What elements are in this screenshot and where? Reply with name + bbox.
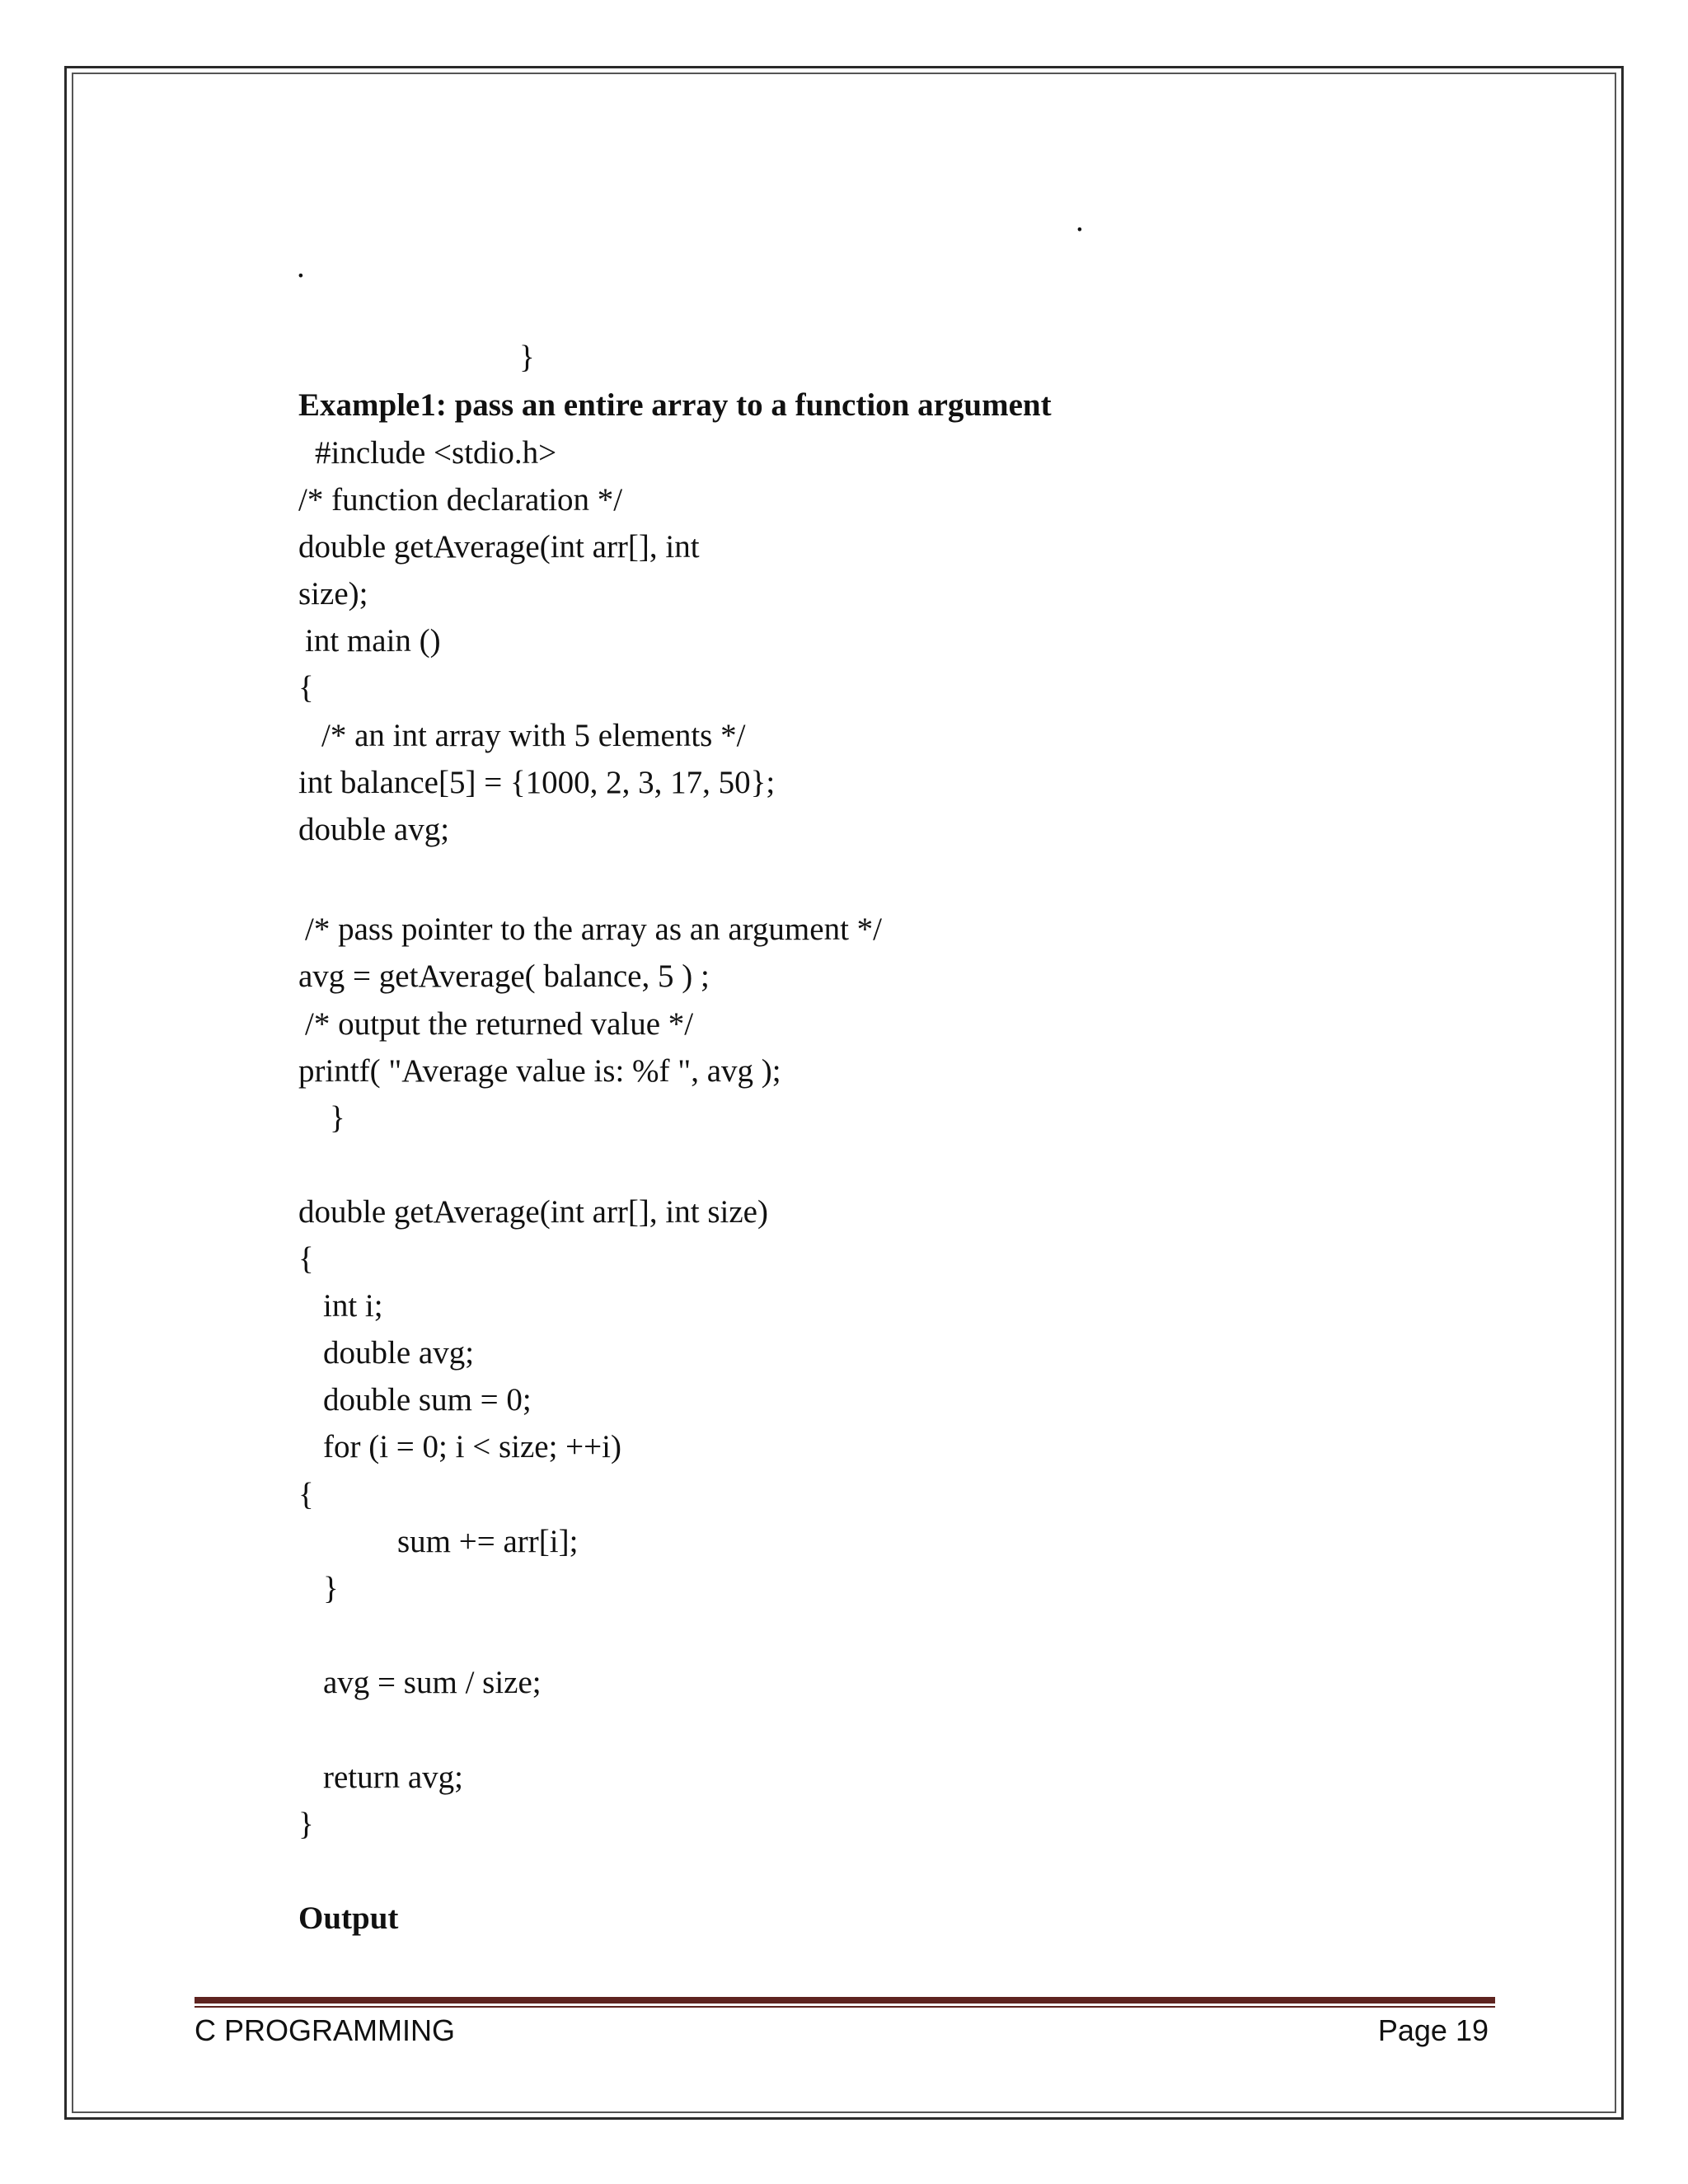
code-line: } bbox=[330, 1100, 345, 1136]
code-line: double getAverage(int arr[], int bbox=[298, 529, 700, 565]
footer-rule bbox=[195, 1997, 1495, 2004]
code-line: avg = getAverage( balance, 5 ) ; bbox=[298, 958, 710, 994]
stray-dot-left: . bbox=[297, 249, 305, 284]
footer-rule-thin bbox=[195, 2006, 1495, 2008]
code-line: { bbox=[298, 1477, 314, 1512]
example-heading: Example1: pass an entire array to a function argument bbox=[298, 387, 1052, 423]
code-line: int main () bbox=[305, 623, 441, 658]
code-line: double avg; bbox=[298, 812, 450, 847]
stray-dot-right: . bbox=[1076, 203, 1084, 238]
code-line: { bbox=[298, 1241, 314, 1277]
code-line: #include <stdio.h> bbox=[315, 435, 557, 471]
code-line: return avg; bbox=[323, 1760, 464, 1795]
page-number: Page 19 bbox=[1377, 2013, 1489, 2047]
code-line: /* an int array with 5 elements */ bbox=[321, 718, 746, 753]
code-line: /* function declaration */ bbox=[298, 482, 623, 518]
code-line: avg = sum / size; bbox=[323, 1665, 542, 1700]
code-line: double getAverage(int arr[], int size) bbox=[298, 1194, 768, 1230]
code-line: int i; bbox=[323, 1288, 383, 1324]
output-heading: Output bbox=[298, 1900, 399, 1936]
code-line: printf( "Average value is: %f ", avg ); bbox=[298, 1053, 781, 1089]
code-line: size); bbox=[298, 576, 368, 612]
code-line: /* output the returned value */ bbox=[305, 1006, 694, 1042]
footer-title: C PROGRAMMING bbox=[195, 2013, 456, 2047]
code-line: double sum = 0; bbox=[323, 1382, 532, 1418]
code-line: } bbox=[323, 1571, 339, 1606]
code-line: int balance[5] = {1000, 2, 3, 17, 50}; bbox=[298, 765, 776, 800]
code-line: /* pass pointer to the array as an argument */ bbox=[305, 912, 883, 947]
closing-brace: } bbox=[519, 340, 535, 375]
code-line: } bbox=[298, 1807, 314, 1842]
code-line: double avg; bbox=[323, 1335, 475, 1371]
code-line: sum += arr[i]; bbox=[397, 1524, 579, 1559]
code-line: { bbox=[298, 670, 314, 705]
code-line: for (i = 0; i < size; ++i) bbox=[323, 1429, 621, 1465]
